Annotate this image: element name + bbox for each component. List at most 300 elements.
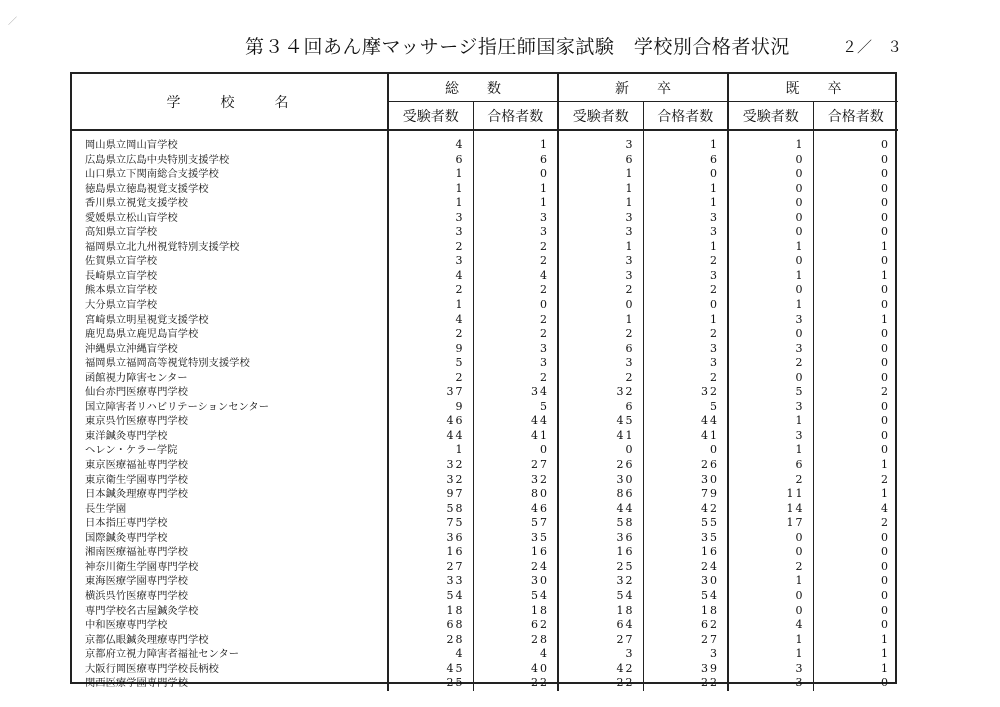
count-cell: 1 <box>728 647 813 662</box>
count-cell: 0 <box>728 604 813 619</box>
school-name-cell: 京都仏眼鍼灸理療専門学校 <box>72 633 388 648</box>
count-cell: 0 <box>728 211 813 226</box>
school-name-cell: 長崎県立盲学校 <box>72 269 388 284</box>
count-cell: 62 <box>643 618 728 633</box>
count-cell: 1 <box>643 240 728 255</box>
table-row <box>72 254 898 269</box>
count-cell: 22 <box>473 676 558 691</box>
count-cell: 3 <box>728 662 813 677</box>
results-table <box>72 74 898 691</box>
table-row <box>72 313 898 328</box>
count-cell: 1 <box>388 182 473 197</box>
count-cell: 41 <box>558 429 643 444</box>
count-cell: 4 <box>813 502 898 517</box>
count-cell: 1 <box>558 167 643 182</box>
count-cell: 3 <box>558 269 643 284</box>
count-cell: 1 <box>728 240 813 255</box>
count-cell: 1 <box>643 313 728 328</box>
table-row <box>72 502 898 517</box>
school-name-cell: 東海医療学園専門学校 <box>72 574 388 589</box>
school-name-cell: 宮崎県立明星視覚支援学校 <box>72 313 388 328</box>
count-cell: 36 <box>388 531 473 546</box>
school-name-cell: 佐賀県立盲学校 <box>72 254 388 269</box>
table-row <box>72 269 898 284</box>
count-cell: 0 <box>558 298 643 313</box>
count-cell: 0 <box>813 225 898 240</box>
count-cell: 6 <box>473 153 558 168</box>
school-name-cell: 鹿児島県立鹿児島盲学校 <box>72 327 388 342</box>
count-cell: 80 <box>473 487 558 502</box>
count-cell: 30 <box>473 574 558 589</box>
table-row <box>72 138 898 153</box>
count-cell: 0 <box>813 254 898 269</box>
count-cell: 9 <box>388 400 473 415</box>
corner-mark: ／ <box>8 17 18 27</box>
count-cell: 0 <box>728 167 813 182</box>
count-cell: 0 <box>813 604 898 619</box>
count-cell: 54 <box>558 589 643 604</box>
count-cell: 6 <box>388 153 473 168</box>
count-cell: 42 <box>643 502 728 517</box>
school-name-cell: 仙台赤門医療専門学校 <box>72 385 388 400</box>
count-cell: 25 <box>388 676 473 691</box>
count-cell: 2 <box>643 283 728 298</box>
count-cell: 3 <box>643 225 728 240</box>
count-cell: 1 <box>728 443 813 458</box>
count-cell: 32 <box>388 458 473 473</box>
school-name-cell: 専門学校名古屋鍼灸学校 <box>72 604 388 619</box>
count-cell: 1 <box>473 138 558 153</box>
count-cell: 0 <box>813 443 898 458</box>
count-cell: 1 <box>558 182 643 197</box>
header-examinees: 受験者数 <box>728 102 813 131</box>
header-passers: 合格者数 <box>643 102 728 131</box>
count-cell: 2 <box>388 327 473 342</box>
count-cell: 1 <box>473 196 558 211</box>
results-table-frame <box>70 72 897 690</box>
count-cell: 0 <box>813 342 898 357</box>
school-name-cell: 沖縄県立沖縄盲学校 <box>72 342 388 357</box>
count-cell: 2 <box>643 371 728 386</box>
school-name-cell: 京都府立視力障害者福祉センター <box>72 647 388 662</box>
count-cell: 0 <box>813 153 898 168</box>
count-cell: 55 <box>643 516 728 531</box>
count-cell: 26 <box>643 458 728 473</box>
count-cell: 3 <box>473 225 558 240</box>
count-cell: 3 <box>558 211 643 226</box>
count-cell: 2 <box>558 371 643 386</box>
count-cell: 3 <box>643 647 728 662</box>
count-cell: 0 <box>813 167 898 182</box>
school-name-cell: 岡山県立岡山盲学校 <box>72 138 388 153</box>
count-cell: 3 <box>388 211 473 226</box>
count-cell: 1 <box>813 647 898 662</box>
count-cell: 2 <box>473 254 558 269</box>
count-cell: 5 <box>728 385 813 400</box>
count-cell: 30 <box>643 574 728 589</box>
count-cell: 3 <box>558 138 643 153</box>
count-cell: 27 <box>643 633 728 648</box>
count-cell: 0 <box>728 531 813 546</box>
count-cell: 5 <box>643 400 728 415</box>
count-cell: 6 <box>728 458 813 473</box>
count-cell: 3 <box>643 356 728 371</box>
count-cell: 97 <box>388 487 473 502</box>
count-cell: 54 <box>388 589 473 604</box>
header-school: 学 校 名 <box>72 74 388 130</box>
table-row <box>72 633 898 648</box>
count-cell: 3 <box>473 342 558 357</box>
count-cell: 0 <box>643 298 728 313</box>
count-cell: 1 <box>813 240 898 255</box>
count-cell: 4 <box>473 269 558 284</box>
school-name-cell: 大阪行岡医療専門学校長柄校 <box>72 662 388 677</box>
table-row <box>72 414 898 429</box>
count-cell: 1 <box>643 182 728 197</box>
count-cell: 3 <box>728 676 813 691</box>
count-cell: 2 <box>643 254 728 269</box>
count-cell: 4 <box>388 647 473 662</box>
count-cell: 1 <box>728 574 813 589</box>
header-passers: 合格者数 <box>473 102 558 131</box>
count-cell: 42 <box>558 662 643 677</box>
table-row <box>72 211 898 226</box>
table-row <box>72 283 898 298</box>
count-cell: 6 <box>558 400 643 415</box>
count-cell: 3 <box>558 225 643 240</box>
school-name-cell: 関西医療学園専門学校 <box>72 676 388 691</box>
header-total: 総 数 <box>388 74 558 102</box>
school-name-cell: 神奈川衛生学園専門学校 <box>72 560 388 575</box>
count-cell: 44 <box>473 414 558 429</box>
count-cell: 0 <box>813 327 898 342</box>
count-cell: 2 <box>728 560 813 575</box>
school-name-cell: 湘南医療福祉専門学校 <box>72 545 388 560</box>
school-name-cell: 福岡県立北九州視覚特別支援学校 <box>72 240 388 255</box>
count-cell: 3 <box>728 313 813 328</box>
count-cell: 32 <box>558 574 643 589</box>
count-cell: 1 <box>558 196 643 211</box>
count-cell: 1 <box>813 269 898 284</box>
count-cell: 16 <box>473 545 558 560</box>
count-cell: 0 <box>728 196 813 211</box>
table-row <box>72 429 898 444</box>
count-cell: 0 <box>813 414 898 429</box>
school-name-cell: 高知県立盲学校 <box>72 225 388 240</box>
school-name-cell: ヘレン・ケラー学院 <box>72 443 388 458</box>
count-cell: 32 <box>473 473 558 488</box>
count-cell: 1 <box>813 633 898 648</box>
count-cell: 1 <box>813 487 898 502</box>
count-cell: 1 <box>388 298 473 313</box>
count-cell: 3 <box>643 211 728 226</box>
count-cell: 0 <box>813 560 898 575</box>
count-cell: 32 <box>388 473 473 488</box>
school-name-cell: 東京衛生学園専門学校 <box>72 473 388 488</box>
count-cell: 0 <box>728 153 813 168</box>
header-new-grad: 新 卒 <box>558 74 728 102</box>
count-cell: 41 <box>643 429 728 444</box>
count-cell: 0 <box>813 211 898 226</box>
count-cell: 4 <box>728 618 813 633</box>
count-cell: 3 <box>388 254 473 269</box>
count-cell: 4 <box>473 647 558 662</box>
page-title: 第３４回あん摩マッサージ指圧師国家試験 学校別合格者状況 <box>245 36 790 58</box>
count-cell: 57 <box>473 516 558 531</box>
count-cell: 9 <box>388 342 473 357</box>
school-name-cell: 山口県立下関南総合支援学校 <box>72 167 388 182</box>
table-row <box>72 589 898 604</box>
table-row <box>72 240 898 255</box>
school-name-cell: 福岡県立福岡高等視覚特別支援学校 <box>72 356 388 371</box>
header-examinees: 受験者数 <box>558 102 643 131</box>
table-row <box>72 356 898 371</box>
table-row <box>72 574 898 589</box>
table-row <box>72 443 898 458</box>
table-row <box>72 342 898 357</box>
table-row <box>72 182 898 197</box>
count-cell: 1 <box>813 662 898 677</box>
count-cell: 44 <box>558 502 643 517</box>
count-cell: 37 <box>388 385 473 400</box>
school-name-cell: 函館視力障害センター <box>72 371 388 386</box>
count-cell: 5 <box>388 356 473 371</box>
school-name-cell: 国際鍼灸専門学校 <box>72 531 388 546</box>
count-cell: 58 <box>558 516 643 531</box>
school-name-cell: 愛媛県立松山盲学校 <box>72 211 388 226</box>
count-cell: 1 <box>728 138 813 153</box>
count-cell: 0 <box>813 676 898 691</box>
count-cell: 27 <box>558 633 643 648</box>
count-cell: 86 <box>558 487 643 502</box>
count-cell: 0 <box>728 327 813 342</box>
table-row <box>72 604 898 619</box>
count-cell: 44 <box>643 414 728 429</box>
count-cell: 28 <box>473 633 558 648</box>
count-cell: 1 <box>728 269 813 284</box>
count-cell: 0 <box>728 182 813 197</box>
table-row <box>72 400 898 415</box>
count-cell: 58 <box>388 502 473 517</box>
count-cell: 75 <box>388 516 473 531</box>
table-body <box>72 130 898 691</box>
count-cell: 64 <box>558 618 643 633</box>
count-cell: 0 <box>728 283 813 298</box>
count-cell: 62 <box>473 618 558 633</box>
count-cell: 27 <box>388 560 473 575</box>
count-cell: 46 <box>388 414 473 429</box>
count-cell: 36 <box>558 531 643 546</box>
table-row <box>72 647 898 662</box>
count-cell: 3 <box>728 342 813 357</box>
count-cell: 1 <box>388 196 473 211</box>
header-examinees: 受験者数 <box>388 102 473 131</box>
count-cell: 5 <box>473 400 558 415</box>
count-cell: 1 <box>388 167 473 182</box>
count-cell: 0 <box>813 589 898 604</box>
count-cell: 0 <box>558 443 643 458</box>
count-cell: 18 <box>643 604 728 619</box>
count-cell: 0 <box>473 443 558 458</box>
table-row <box>72 545 898 560</box>
count-cell: 2 <box>388 240 473 255</box>
count-cell: 2 <box>558 327 643 342</box>
count-cell: 0 <box>728 589 813 604</box>
count-cell: 2 <box>728 356 813 371</box>
count-cell: 35 <box>473 531 558 546</box>
table-row <box>72 298 898 313</box>
count-cell: 32 <box>558 385 643 400</box>
count-cell: 0 <box>813 545 898 560</box>
count-cell: 1 <box>473 182 558 197</box>
count-cell: 3 <box>473 211 558 226</box>
count-cell: 54 <box>473 589 558 604</box>
count-cell: 2 <box>813 516 898 531</box>
school-name-cell: 徳島県立徳島視覚支援学校 <box>72 182 388 197</box>
count-cell: 1 <box>728 633 813 648</box>
count-cell: 45 <box>388 662 473 677</box>
table-header <box>72 74 898 130</box>
count-cell: 22 <box>558 676 643 691</box>
count-cell: 2 <box>473 371 558 386</box>
table-row <box>72 531 898 546</box>
school-name-cell: 国立障害者リハビリテーションセンター <box>72 400 388 415</box>
count-cell: 46 <box>473 502 558 517</box>
count-cell: 0 <box>728 545 813 560</box>
school-name-cell: 日本鍼灸理療専門学校 <box>72 487 388 502</box>
count-cell: 3 <box>558 647 643 662</box>
count-cell: 2 <box>473 283 558 298</box>
count-cell: 1 <box>728 414 813 429</box>
count-cell: 18 <box>473 604 558 619</box>
count-cell: 17 <box>728 516 813 531</box>
count-cell: 2 <box>388 283 473 298</box>
count-cell: 41 <box>473 429 558 444</box>
count-cell: 2 <box>643 327 728 342</box>
count-cell: 0 <box>813 429 898 444</box>
count-cell: 79 <box>643 487 728 502</box>
count-cell: 68 <box>388 618 473 633</box>
count-cell: 0 <box>473 167 558 182</box>
count-cell: 2 <box>473 313 558 328</box>
count-cell: 18 <box>558 604 643 619</box>
count-cell: 0 <box>813 531 898 546</box>
school-name-cell: 広島県立広島中央特別支援学校 <box>72 153 388 168</box>
count-cell: 2 <box>388 371 473 386</box>
school-name-cell: 日本指圧専門学校 <box>72 516 388 531</box>
count-cell: 54 <box>643 589 728 604</box>
count-cell: 1 <box>643 138 728 153</box>
count-cell: 3 <box>728 429 813 444</box>
count-cell: 28 <box>388 633 473 648</box>
count-cell: 0 <box>813 618 898 633</box>
page-number: ２／ ３ <box>842 38 903 56</box>
table-row <box>72 618 898 633</box>
count-cell: 25 <box>558 560 643 575</box>
count-cell: 3 <box>643 269 728 284</box>
header-past-grad: 既 卒 <box>728 74 898 102</box>
school-name-cell: 東京呉竹医療専門学校 <box>72 414 388 429</box>
table-row <box>72 458 898 473</box>
count-cell: 0 <box>813 283 898 298</box>
count-cell: 3 <box>558 356 643 371</box>
count-cell: 45 <box>558 414 643 429</box>
table-row <box>72 371 898 386</box>
count-cell: 0 <box>813 371 898 386</box>
count-cell: 18 <box>388 604 473 619</box>
count-cell: 33 <box>388 574 473 589</box>
school-name-cell: 香川県立視覚支援学校 <box>72 196 388 211</box>
count-cell: 1 <box>558 240 643 255</box>
table-row <box>72 560 898 575</box>
count-cell: 16 <box>643 545 728 560</box>
school-name-cell: 中和医療専門学校 <box>72 618 388 633</box>
school-name-cell: 横浜呉竹医療専門学校 <box>72 589 388 604</box>
count-cell: 2 <box>728 473 813 488</box>
table-row <box>72 487 898 502</box>
table-row <box>72 676 898 691</box>
count-cell: 0 <box>813 356 898 371</box>
count-cell: 11 <box>728 487 813 502</box>
school-name-cell: 長生学園 <box>72 502 388 517</box>
school-name-cell: 東京医療福祉専門学校 <box>72 458 388 473</box>
count-cell: 4 <box>388 138 473 153</box>
count-cell: 0 <box>643 443 728 458</box>
school-name-cell: 熊本県立盲学校 <box>72 283 388 298</box>
count-cell: 2 <box>473 240 558 255</box>
count-cell: 30 <box>643 473 728 488</box>
table-row <box>72 225 898 240</box>
table-row <box>72 473 898 488</box>
count-cell: 1 <box>388 443 473 458</box>
count-cell: 2 <box>558 283 643 298</box>
count-cell: 3 <box>728 400 813 415</box>
count-cell: 22 <box>643 676 728 691</box>
count-cell: 39 <box>643 662 728 677</box>
count-cell: 1 <box>813 458 898 473</box>
count-cell: 6 <box>558 153 643 168</box>
count-cell: 2 <box>813 385 898 400</box>
count-cell: 26 <box>558 458 643 473</box>
count-cell: 0 <box>813 298 898 313</box>
count-cell: 0 <box>813 574 898 589</box>
table-row <box>72 167 898 182</box>
header-passers: 合格者数 <box>813 102 898 131</box>
table-row <box>72 662 898 677</box>
count-cell: 0 <box>813 400 898 415</box>
count-cell: 0 <box>728 371 813 386</box>
count-cell: 40 <box>473 662 558 677</box>
school-name-cell: 東洋鍼灸専門学校 <box>72 429 388 444</box>
count-cell: 0 <box>813 196 898 211</box>
count-cell: 4 <box>388 269 473 284</box>
count-cell: 1 <box>558 313 643 328</box>
count-cell: 1 <box>813 313 898 328</box>
count-cell: 14 <box>728 502 813 517</box>
count-cell: 1 <box>643 196 728 211</box>
count-cell: 32 <box>643 385 728 400</box>
table-row <box>72 385 898 400</box>
count-cell: 16 <box>388 545 473 560</box>
count-cell: 0 <box>643 167 728 182</box>
count-cell: 24 <box>473 560 558 575</box>
count-cell: 0 <box>728 254 813 269</box>
count-cell: 16 <box>558 545 643 560</box>
count-cell: 3 <box>388 225 473 240</box>
count-cell: 35 <box>643 531 728 546</box>
count-cell: 2 <box>473 327 558 342</box>
count-cell: 4 <box>388 313 473 328</box>
